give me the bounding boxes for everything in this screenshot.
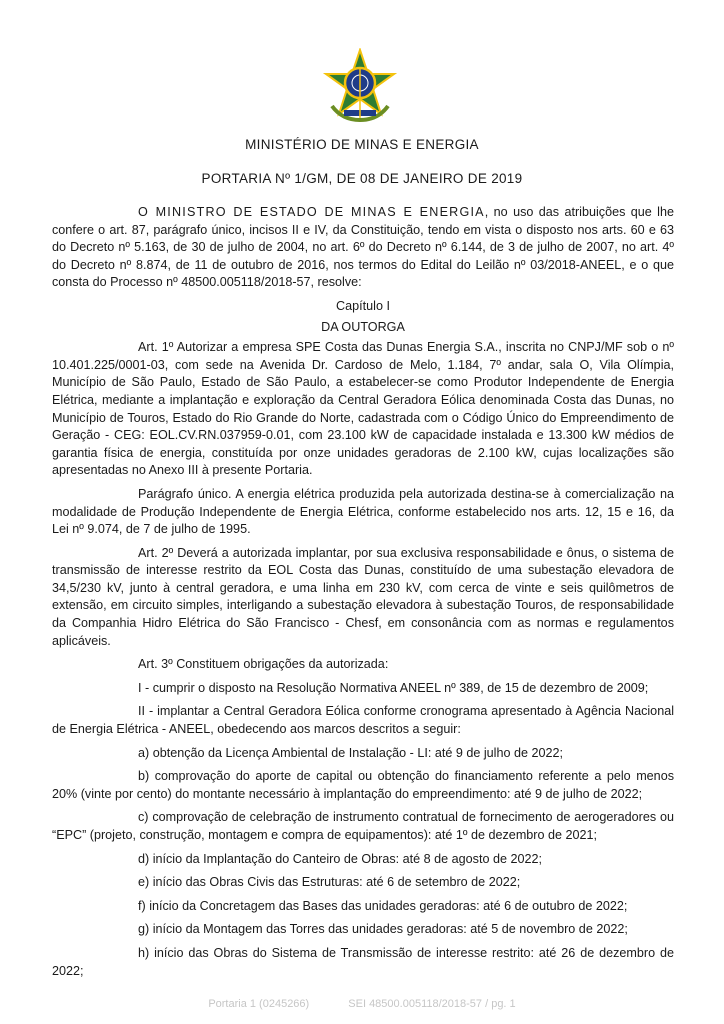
item-c: c) comprovação de celebração de instrumento contratual de fornecimento de aerogeradores ou “EPC” (projeto, construção, montagem e compra de equipamentos): até 1º de dezembro de 2021; xyxy=(52,810,674,842)
article-3: Art. 3º Constituem obrigações da autorizada: xyxy=(138,657,389,672)
portaria-title: PORTARIA Nº 1/GM, DE 08 DE JANEIRO DE 2019 xyxy=(201,171,523,186)
inciso-ii: II - implantar a Central Geradora Eólica conforme cronograma apresentado à Agência Nacional de Energia Elétrica - ANEEL, obedecendo aos marcos descritos a seguir: xyxy=(52,704,674,737)
preamble-paragraph xyxy=(52,204,674,292)
footer-document-id: Portaria 1 (0245266) xyxy=(208,998,310,1010)
item-h: h) início das Obras do Sistema de Transmissão de interesse restrito: até 26 de dezembro de 2022; xyxy=(52,945,674,978)
page-footer xyxy=(0,998,724,1010)
preamble-caps: O MINISTRO DE ESTADO DE MINAS E ENERGIA xyxy=(138,205,485,219)
item-a: a) obtenção da Licença Ambiental de Instalação - LI: até 9 de julho de 2022; xyxy=(138,745,563,760)
item-b: b) comprovação do aporte de capital ou obtenção do financiamento referente a pelo menos 20% (vinte por cento) do montante necessário à implantação do empreendimento: até 9 de julho de 2022; xyxy=(52,769,674,801)
footer-process-page: SEI 48500.005118/2018-57 / pg. 1 xyxy=(348,998,516,1010)
item-e: e) início das Obras Civis das Estruturas: até 6 de setembro de 2022; xyxy=(138,875,521,890)
inciso-i: I - cumprir o disposto na Resolução Normativa ANEEL nº 389, de 15 de dezembro de 2009; xyxy=(138,680,649,695)
article-1: Art. 1º Autorizar a empresa SPE Costa das Dunas Energia S.A., inscrita no CNPJ/MF sob o nº 10.401.225/0001-03, com sede na Avenida Dr. Cardoso de Melo, 1.184, 7º andar, sala O, Vila Olímpia, Município de São Paulo, Estado de São Paulo, a estabelecer-se como Produtor Independente de Energia Elétrica, mediante a implantação e exploração da Central Geradora Eólica denominada Costa das Dunas, no Município de Touros, Estado do Rio Grande do Norte, cadastrada com o Código Único do Empreendimento de Geração - CEG: EOL.CV.RN.037959-0.01, com 23.100 kW de capacidade instalada e 13.300 kW médios de garantia física de energia, constituída por onze unidades geradoras de 2.100 kW, cujas localizações são apresentadas no Anexo III à presente Portaria. xyxy=(52,340,674,478)
document-body xyxy=(52,204,674,986)
item-d: d) início da Implantação do Canteiro de Obras: até 8 de agosto de 2022; xyxy=(138,851,542,866)
preamble-text: , no uso das atribuições que lhe confere o art. 87, parágrafo único, incisos II e IV, da Constituição, tendo em vista o disposto nos arts. 60 e 63 do Decreto nº 5.163, de 30 de julho de 2004, no art. 6º do Decreto nº 6.144, de 3 de julho de 2007, no art. 4º do Decreto nº 8.874, de 11 de outubro de 2016, nos termos do Edital do Leilão nº 03/2018-ANEEL, e o que consta do Processo nº 48500.005118/2018-57, resolve: xyxy=(52,205,674,290)
item-g: g) início da Montagem das Torres das unidades geradoras: até 5 de novembro de 2022; xyxy=(138,922,628,937)
brazil-coat-of-arms-icon xyxy=(322,48,398,124)
paragrafo-unico: Parágrafo único. A energia elétrica produzida pela autorizada destina-se à comercialização na modalidade de Produção Independente de Energia Elétrica, conforme estabelecido nos arts. 12, 15 e 16, da Lei nº 9.074, de 7 de julho de 1995. xyxy=(52,486,674,537)
ministry-heading: MINISTÉRIO DE MINAS E ENERGIA xyxy=(245,137,479,152)
item-f: f) início da Concretagem das Bases das unidades geradoras: até 6 de outubro de 2022; xyxy=(138,898,628,913)
chapter-label: Capítulo I xyxy=(336,298,390,313)
article-2: Art. 2º Deverá a autorizada implantar, por sua exclusiva responsabilidade e ônus, o sistema de transmissão de interesse restrito da EOL Costa das Dunas, constituído de uma subestação elevadora de 34,5/230 kV, junto à central geradora, e uma linha em 230 kV, com cerca de vinte e seis quilômetros de extensão, em circuito simples, interligando a subestação elevadora à subestação Touros, de responsabilidade da Companhia Hidro Elétrica do São Francisco - Chesf, em consonância com as normas e regulamentos aplicáveis. xyxy=(52,545,674,648)
chapter-title: DA OUTORGA xyxy=(321,319,405,334)
